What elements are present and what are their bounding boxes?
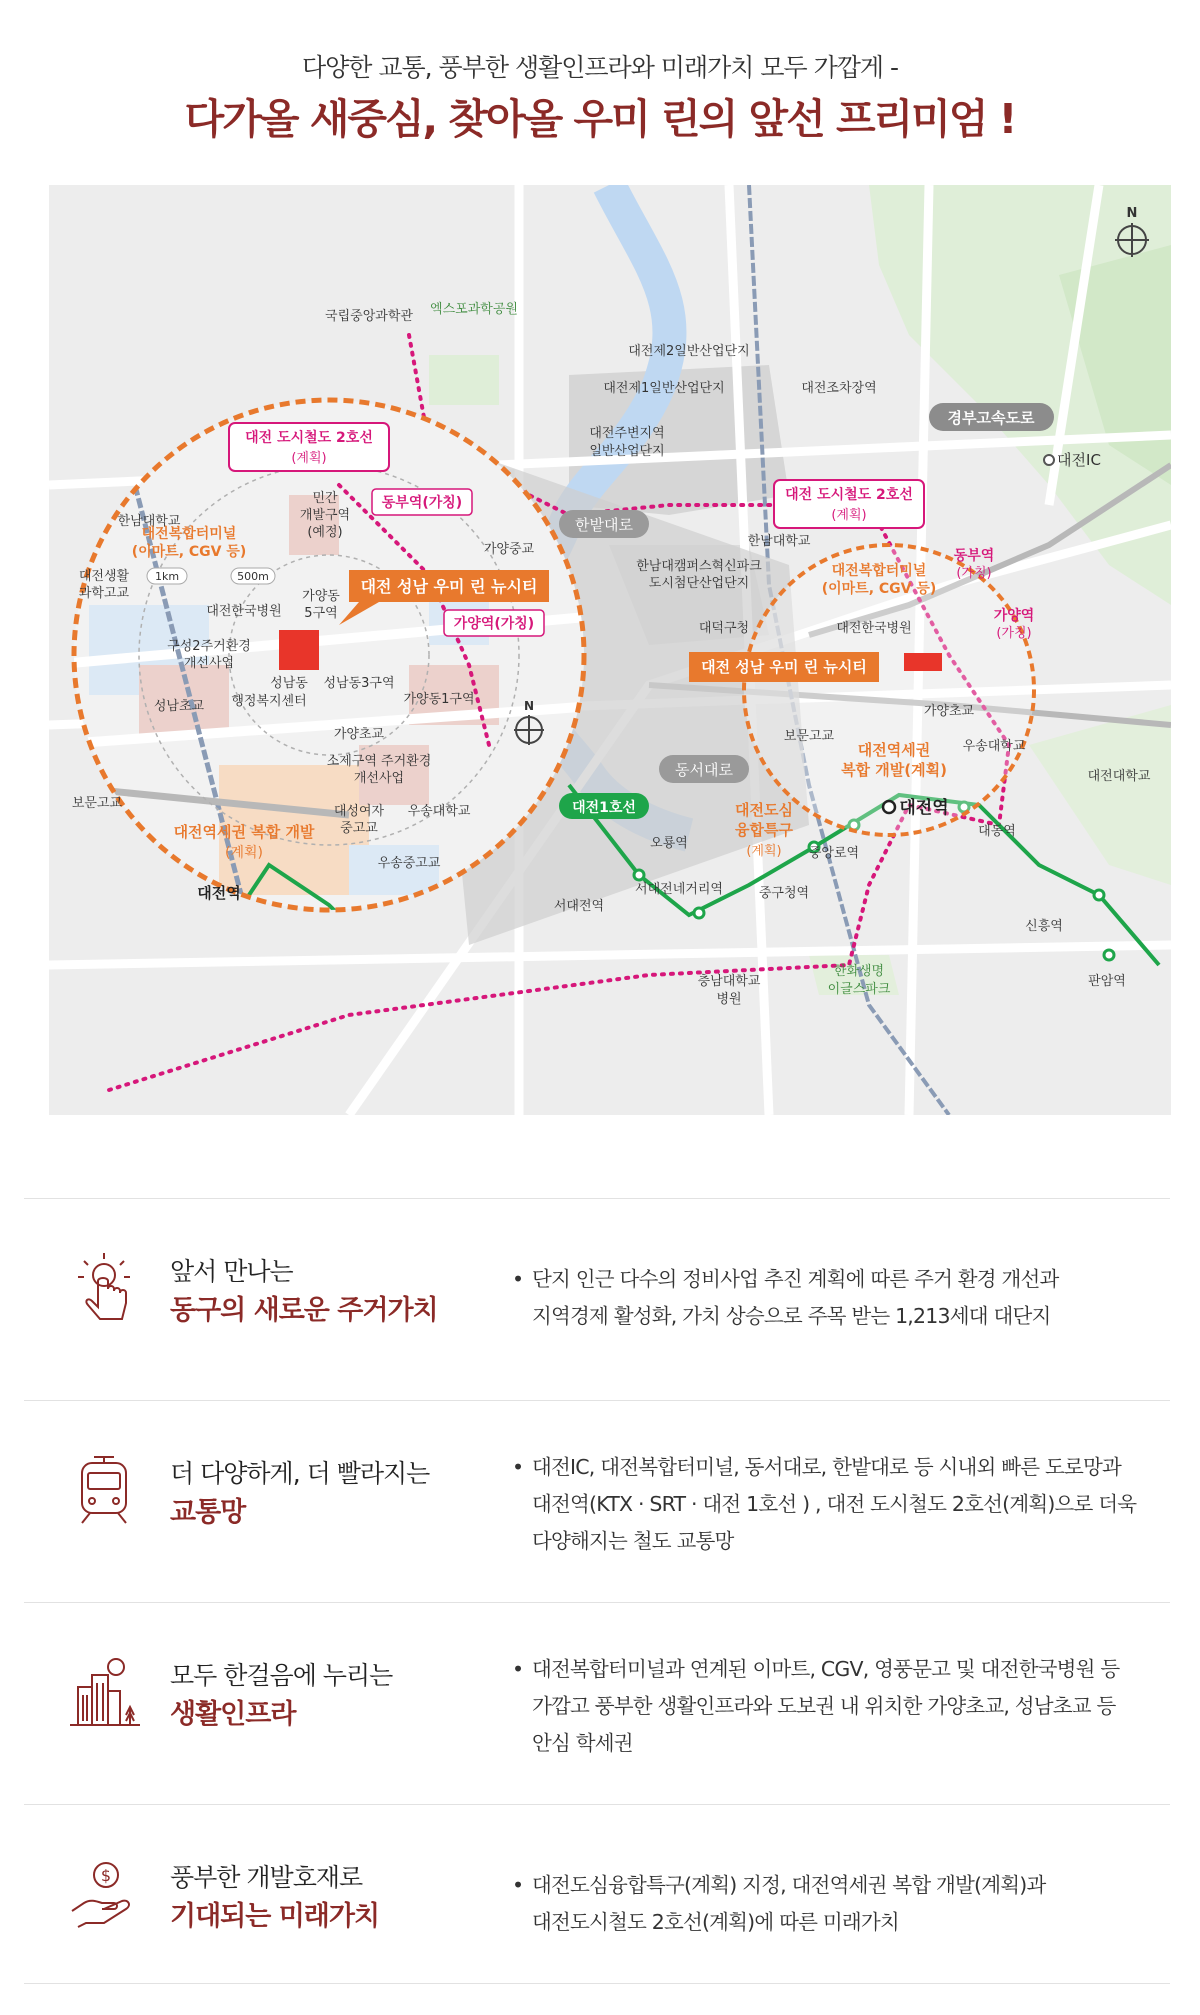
svg-text:(가칭): (가칭) [956, 566, 992, 581]
svg-text:개선사업: 개선사업 [353, 771, 405, 786]
svg-text:5구역: 5구역 [304, 606, 338, 621]
north-label: N [1126, 206, 1138, 221]
bomun-hs-label: 보문고교 [783, 729, 835, 744]
svg-text:도시첨단산업단지: 도시첨단산업단지 [648, 576, 750, 591]
panam-label: 판암역 [1088, 974, 1126, 989]
zoom-gayang1-label: 가양동1구역 [403, 692, 475, 707]
zoom-daesung-label: 대성여자 [333, 804, 385, 819]
industrial2-label: 대전제2일반산업단지 [628, 344, 750, 359]
svg-text:대전 성남 우미 린 뉴시티: 대전 성남 우미 린 뉴시티 [701, 658, 867, 676]
daedong-label: 대동역 [978, 824, 1016, 839]
feature-heading: 풍부한 개발호재로 기대되는 미래가치 [170, 1863, 380, 1932]
feature-description: • 대전IC, 대전복합터미널, 동서대로, 한밭대로 등 시내외 빠른 도로망과 대전역(KTX · SRT · 대전 1호선 ) , 대전 도시철도 2호선(계획)으로 더욱 다양해지는 철도 교통망 [512, 1449, 1152, 1560]
gayang-label: 가양역 [993, 608, 1035, 624]
feature-description: • 대전도심융합특구(계획) 지정, 대전역세권 복합 개발(계획)과 대전도시철도 2호선(계획)에 따른 미래가치 [512, 1867, 1152, 1941]
daejeon-station-label: 대전역 [899, 798, 949, 818]
chungnam-hospital-label: 충남대학교 [697, 974, 761, 989]
svg-text:대전 도시철도 2호선: 대전 도시철도 2호선 [245, 430, 373, 446]
svg-text:(예정): (예정) [307, 525, 343, 540]
buildings-icon [64, 1651, 144, 1731]
feature-heading: 더 다양하게, 더 빨라지는 교통망 [170, 1459, 430, 1528]
zoom-usong-univ-label: 우송대학교 [407, 804, 471, 819]
dongseo-badge [659, 755, 749, 783]
seodaejeon-label: 서대전역 [553, 899, 605, 914]
svg-text:(가칭): (가칭) [996, 626, 1032, 641]
site-marker [904, 653, 942, 671]
daejeon-univ-label: 대전대학교 [1087, 769, 1151, 784]
feature-list [24, 1198, 1170, 1984]
zoom-seongnam-dong-label: 성남동 [270, 676, 308, 691]
svg-text:대전1호선: 대전1호선 [572, 800, 636, 816]
svg-text:(계획): (계획) [225, 845, 263, 861]
zoom-gayang-es-label: 가양초교 [333, 727, 385, 742]
dongbu-label: 동부역 [953, 548, 995, 564]
svg-text:(계획): (계획) [746, 844, 782, 859]
daejeon-ic-label: 대전IC [1057, 451, 1101, 469]
terminal-label: 대전복합터미널 [831, 563, 927, 579]
zoom-welfare-label: 행정복지센터 [231, 694, 307, 709]
highway-badge [929, 403, 1054, 431]
usong-univ-label: 우송대학교 [962, 739, 1026, 754]
svg-text:병원: 병원 [716, 992, 742, 1007]
svg-text:이글스파크: 이글스파크 [827, 982, 891, 997]
zoom-gayang-ms-label: 가양중교 [483, 542, 535, 557]
sinheung-label: 신흥역 [1025, 919, 1063, 934]
zoom-usong-hs-label: 우송중고교 [377, 856, 441, 871]
page-subtitle: 다양한 교통, 풍부한 생활인프라와 미래가치 모두 가깝게 - [301, 53, 899, 82]
feature-heading: 앞서 만나는 동구의 새로운 주거가치 [170, 1257, 438, 1326]
svg-text:동서대로: 동서대로 [675, 761, 733, 779]
daedeok-office-label: 대덕구청 [698, 621, 750, 636]
seodae-jeon-intersection-label: 서대전네거리역 [635, 882, 723, 897]
svg-text:한밭대로: 한밭대로 [575, 516, 633, 534]
hannam-univ-label: 한남대학교 [747, 534, 811, 549]
rail2-label-main [774, 480, 924, 528]
jubyeon-label: 대전주변지역 [589, 426, 665, 441]
svg-text:대전 도시철도 2호선: 대전 도시철도 2호선 [785, 487, 913, 503]
line1-badge [559, 793, 649, 819]
feature-heading: 모두 한걸음에 누리는 생활인프라 [170, 1661, 393, 1730]
zoom-gayang5-label: 가양동 [302, 589, 340, 604]
feature-item-infra [24, 1602, 1170, 1804]
jochajang-label: 대전조차장역 [801, 381, 877, 396]
zoom-bomun-hs-label: 보문고교 [71, 796, 123, 811]
svg-text:복합 개발(계획): 복합 개발(계획) [841, 761, 947, 779]
feature-description: • 단지 인근 다수의 정비사업 추진 계획에 따른 주거 환경 개선과 지역경제 활성화, 가치 상승으로 주목 받는 1,213세대 대단지 [512, 1261, 1152, 1335]
svg-text:개선사업: 개선사업 [183, 656, 235, 671]
svg-text:(이마트, CGV 등): (이마트, CGV 등) [821, 581, 937, 597]
site-label-main [689, 652, 879, 682]
feature-item-future-value [24, 1804, 1170, 1984]
campus-label: 한남대캠퍼스혁신파크 [636, 559, 762, 574]
zoom-station-dev-label: 대전역세권 복합 개발 [173, 823, 315, 841]
zoom-hospital-label: 대전한국병원 [206, 604, 282, 619]
svg-text:(계획): (계획) [831, 508, 867, 523]
zoom-dongbu-label [372, 489, 472, 515]
zoom-sojegu-label: 소제구역 주거환경 [326, 754, 432, 769]
svg-text:(계획): (계획) [291, 451, 327, 466]
industrial1-label: 대전제1일반산업단지 [603, 381, 725, 396]
svg-text:개발구역: 개발구역 [299, 508, 351, 523]
hanbat-badge [559, 510, 649, 538]
zoom-seongnam-es-label: 성남초교 [153, 699, 205, 714]
expo-park-label: 엑스포과학공원 [430, 302, 518, 317]
money-hand-icon [64, 1853, 144, 1933]
page-header [0, 0, 1200, 175]
zoom-gayang-label [444, 610, 544, 636]
svg-text:대전 성남 우미 린 뉴시티: 대전 성남 우미 린 뉴시티 [360, 577, 538, 596]
page-title: 다가올 새중심, 찾아올 우미 린의 앞선 프리미엄 ! [184, 95, 1016, 143]
zoom-terminal-label: 대전복합터미널 [141, 526, 237, 542]
svg-text:융합특구: 융합특구 [735, 821, 793, 839]
zoom-science-hs-label: 대전생활 [78, 569, 130, 584]
svg-text:동부역(가칭): 동부역(가칭) [381, 495, 463, 511]
zoom-private-dev-label: 민간 [312, 491, 338, 506]
svg-text:가양역(가칭): 가양역(가칭) [453, 616, 535, 632]
zoom-hannam-univ-label: 한남대학교 [117, 514, 181, 529]
svg-text:(이마트, CGV 등): (이마트, CGV 등) [131, 544, 247, 560]
zoom-daejeon-station-label: 대전역 [197, 884, 241, 902]
svg-text:경부고속도로: 경부고속도로 [947, 409, 1035, 427]
hospital-label: 대전한국병원 [836, 621, 912, 636]
hand-touch-icon [64, 1247, 144, 1327]
location-map [49, 185, 1171, 1115]
feature-item-residential [24, 1198, 1170, 1400]
zoom-1km-label: 1km [154, 570, 180, 583]
svg-text:중고교: 중고교 [340, 821, 378, 836]
svg-text:$: $ [100, 1866, 112, 1885]
map-canvas [49, 185, 1171, 1115]
oryong-label: 오룡역 [650, 836, 688, 851]
science-museum-label: 국립중앙과학관 [325, 309, 413, 324]
junggu-office-label: 중구청역 [758, 886, 810, 901]
zoom-seongnam3-label: 성남동3구역 [323, 676, 395, 691]
zoom-gusung-label: 구성2주거환경 [167, 639, 251, 654]
jungang-label: 중앙로역 [808, 846, 860, 861]
train-icon [64, 1449, 144, 1529]
svg-text:과학고교: 과학고교 [78, 586, 130, 601]
eagles-park-label: 한화생명 [833, 964, 885, 979]
station-dev-label: 대전역세권 [857, 741, 931, 759]
feature-item-transport [24, 1400, 1170, 1602]
rail2-label-zoom [229, 423, 389, 471]
zoom-500m-label: 500m [237, 570, 269, 583]
convergence-label: 대전도심 [735, 801, 793, 819]
zoom-north-label: N [523, 699, 535, 713]
svg-text:일반산업단지: 일반산업단지 [589, 444, 665, 459]
gayang-es-label: 가양초교 [923, 704, 975, 719]
feature-description: • 대전복합터미널과 연계된 이마트, CGV, 영풍문고 및 대전한국병원 등 가깝고 풍부한 생활인프라와 도보권 내 위치한 가양초교, 성남초교 등 안심 학세권 [512, 1651, 1152, 1762]
